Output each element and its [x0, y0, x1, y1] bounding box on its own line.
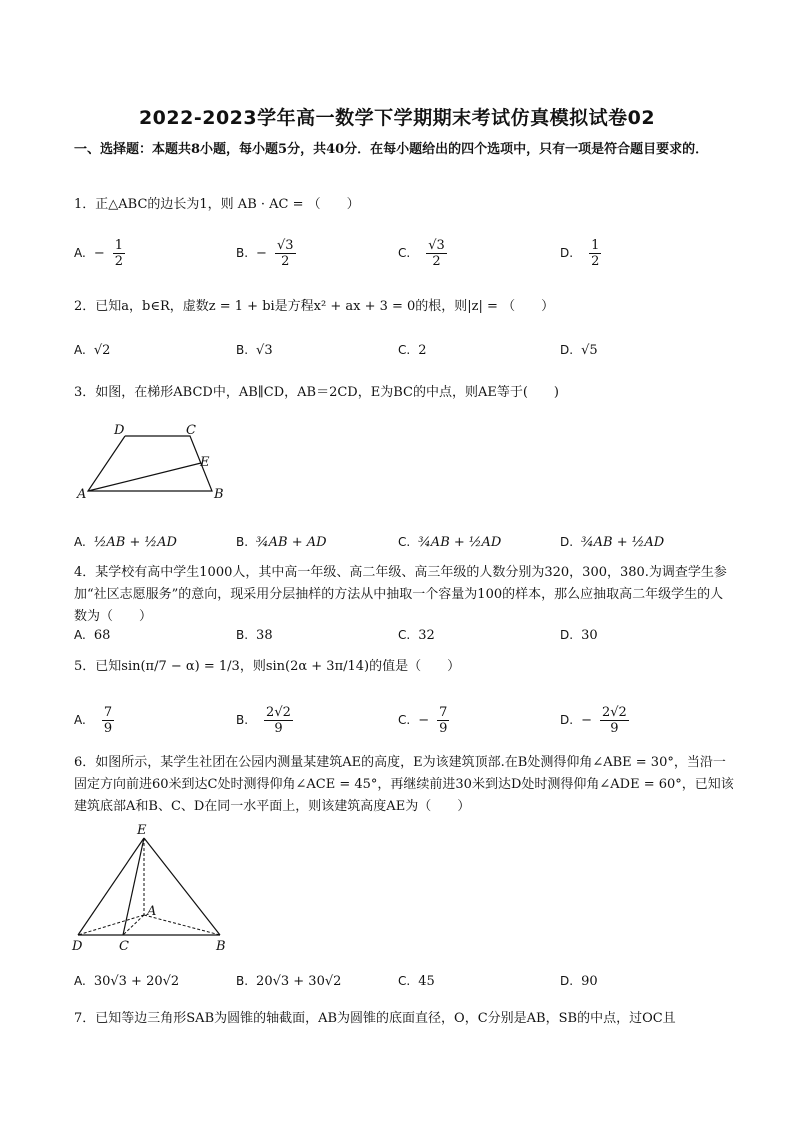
- q4-option-b[interactable]: B. 38: [236, 627, 273, 643]
- question-6-stem: 6．如图所示，某学生社团在公园内测量某建筑AE的高度，E为该建筑顶部.在B处测得仰角∠ABE = 30°，当沿一固定方向前进60米到达C处时测得仰角∠ACE = 45°，再继续前进30米到达D处时测得仰角∠ADE = 60°，已知该建筑底部A和B、C、D在同一水平面上，则该建筑高度AE为（ ）: [74, 755, 734, 814]
- q2-option-b[interactable]: B. √3: [236, 342, 273, 358]
- fraction: $\frac{7}{9}$: [439, 704, 448, 736]
- figure-label-b: B: [214, 487, 224, 502]
- fraction: $\frac{√3}{2}$: [276, 237, 294, 269]
- figure-label-e: E: [200, 455, 210, 470]
- q4-option-a[interactable]: A. 68: [74, 627, 111, 643]
- question-5-stem: 5．已知sin(π/7 − α) = 1/3，则sin(2α + 3π/14)的值是（ ）: [74, 659, 461, 674]
- question-4-options: [74, 624, 734, 646]
- q1-option-c[interactable]: C. $\frac{√3}{2}$: [398, 237, 445, 269]
- question-5-options: [74, 702, 734, 738]
- q6-option-a[interactable]: A. 30√3 + 20√2: [74, 973, 180, 989]
- q5-option-d[interactable]: D. − $\frac{2√2}{9}$: [560, 704, 627, 736]
- q4-option-d[interactable]: D. 30: [560, 627, 598, 643]
- q5-option-b[interactable]: B. $\frac{2√2}{9}$: [236, 704, 291, 736]
- building-figure: [70, 820, 240, 955]
- figure-label-b: B: [216, 939, 226, 954]
- figure-label-e: E: [137, 823, 147, 838]
- q3-option-a[interactable]: A. ½AB + ½AD: [74, 534, 177, 550]
- question-3-options: [74, 524, 734, 560]
- fraction: $\frac{2√2}{9}$: [601, 704, 627, 736]
- q2-option-d[interactable]: D. √5: [560, 342, 598, 358]
- page-title: 2022-2023学年高一数学下学期期末考试仿真模拟试卷02: [138, 107, 656, 129]
- q6-option-c[interactable]: C. 45: [398, 973, 435, 989]
- fraction: $\frac{1}{2}$: [114, 237, 123, 269]
- q3-option-c[interactable]: C. ¾AB + ½AD: [398, 534, 502, 550]
- trapezoid-figure: [74, 418, 234, 508]
- q2-option-c[interactable]: C. 2: [398, 342, 427, 358]
- q6-option-b[interactable]: B. 20√3 + 30√2: [236, 973, 342, 989]
- section-heading: 一、选择题：本题共8小题，每小题5分，共40分．在每小题给出的四个选项中，只有一项是符合题目要求的．: [74, 142, 709, 157]
- question-1-stem: 1．正△ABC的边长为1，则 AB · AC = （ ）: [74, 197, 360, 212]
- q2-option-a[interactable]: A. √2: [74, 342, 111, 358]
- q6-option-d[interactable]: D. 90: [560, 973, 598, 989]
- q1-option-a[interactable]: A. − $\frac{1}{2}$: [74, 237, 123, 269]
- q5-option-a[interactable]: A. $\frac{7}{9}$: [74, 704, 113, 736]
- q3-option-d[interactable]: D. ¾AB + ½AD: [560, 534, 665, 550]
- question-2-options: [74, 332, 734, 368]
- q3-option-b[interactable]: B. ¾AB + AD: [236, 534, 327, 550]
- figure-label-d: D: [114, 423, 125, 438]
- question-4-stem: 4．某学校有高中学生1000人，其中高一年级、高二年级、高三年级的人数分别为320，300，380.为调查学生参加“社区志愿服务”的意向，现采用分层抽样的方法从中抽取一个容量为100的样本，那么应抽取高二年级学生的人数为（ ）: [74, 565, 727, 624]
- q1-option-d[interactable]: D. $\frac{1}{2}$: [560, 237, 600, 269]
- question-7-stem: 7．已知等边三角形SAB为圆锥的轴截面，AB为圆锥的底面直径，O，C分别是AB，SB的中点，过OC且: [74, 1011, 676, 1026]
- figure-label-c: C: [186, 423, 196, 438]
- q4-option-c[interactable]: C. 32: [398, 627, 435, 643]
- figure-label-a: A: [77, 487, 87, 502]
- question-3-stem: 3．如图，在梯形ABCD中，AB∥CD，AB＝2CD，E为BC的中点，则AE等于( ): [74, 385, 559, 400]
- figure-label-c: C: [119, 939, 129, 954]
- question-1-options: [74, 235, 734, 271]
- q1-option-b[interactable]: B. − $\frac{√3}{2}$: [236, 237, 294, 269]
- fraction: $\frac{7}{9}$: [103, 704, 113, 736]
- fraction: $\frac{2√2}{9}$: [266, 704, 291, 736]
- question-2-stem: 2．已知a，b∈R，虚数z = 1 + bi是方程x² + ax + 3 = 0的根，则|z| = （ ）: [74, 299, 555, 314]
- fraction: $\frac{√3}{2}$: [428, 237, 445, 269]
- q5-option-c[interactable]: C. − $\frac{7}{9}$: [398, 704, 448, 736]
- fraction: $\frac{1}{2}$: [591, 237, 600, 269]
- figure-label-d: D: [72, 939, 83, 954]
- question-6-options: [74, 968, 734, 994]
- figure-label-a: A: [147, 904, 157, 919]
